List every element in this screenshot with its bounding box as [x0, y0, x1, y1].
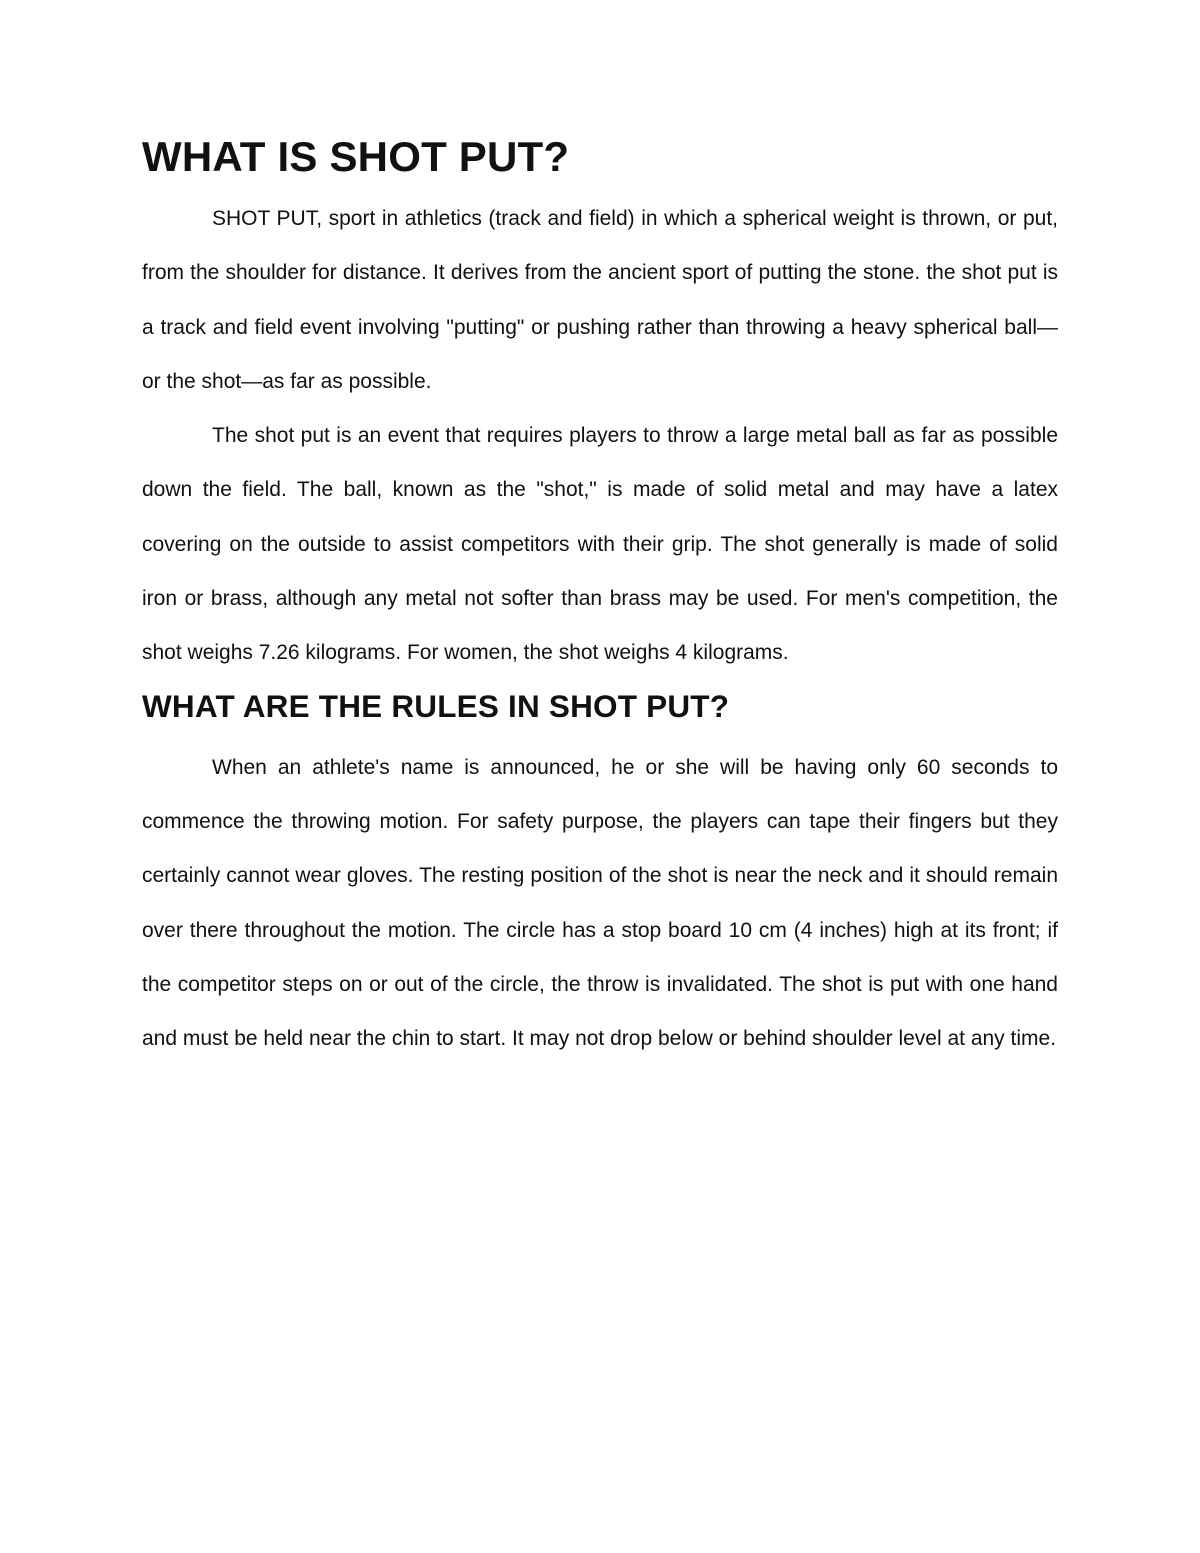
paragraph-shot-description: The shot put is an event that requires players to throw a large metal ball as far as possible down the field. The ball, known as the "shot," is made of solid metal and may have a latex covering on the outside to assist competitors with their grip. The shot generally is made of solid iron or brass, although any metal not softer than brass may be used. For men's competition, the shot weighs 7.26 kilograms. For women, the shot weighs 4 kilograms.: [142, 424, 1058, 665]
heading-rules: WHAT ARE THE RULES IN SHOT PUT?: [142, 687, 730, 724]
spacer: [142, 725, 1058, 741]
heading-what-is-shot-put: WHAT IS SHOT PUT?: [142, 133, 570, 180]
paragraph-definition: SHOT PUT, sport in athletics (track and field) in which a spherical weight is thrown, or put, from the shoulder for distance. It derives from the ancient sport of putting the stone. the shot put is a track and field event involving "putting" or pushing rather than throwing a heavy spherical ball—or the shot—as far as possible.: [142, 207, 1058, 393]
paragraph-rules: When an athlete's name is announced, he or she will be having only 60 seconds to commence the throwing motion. For safety purpose, the players can tape their fingers but they certainly cannot wear gloves. The resting position of the shot is near the neck and it should remain over there throughout the motion. The circle has a stop board 10 cm (4 inches) high at its front; if the competitor steps on or out of the circle, the throw is invalidated. The shot is put with one hand and must be held near the chin to start. It may not drop below or behind shoulder level at any time.: [142, 755, 1058, 1051]
document-body: [142, 133, 1058, 1066]
